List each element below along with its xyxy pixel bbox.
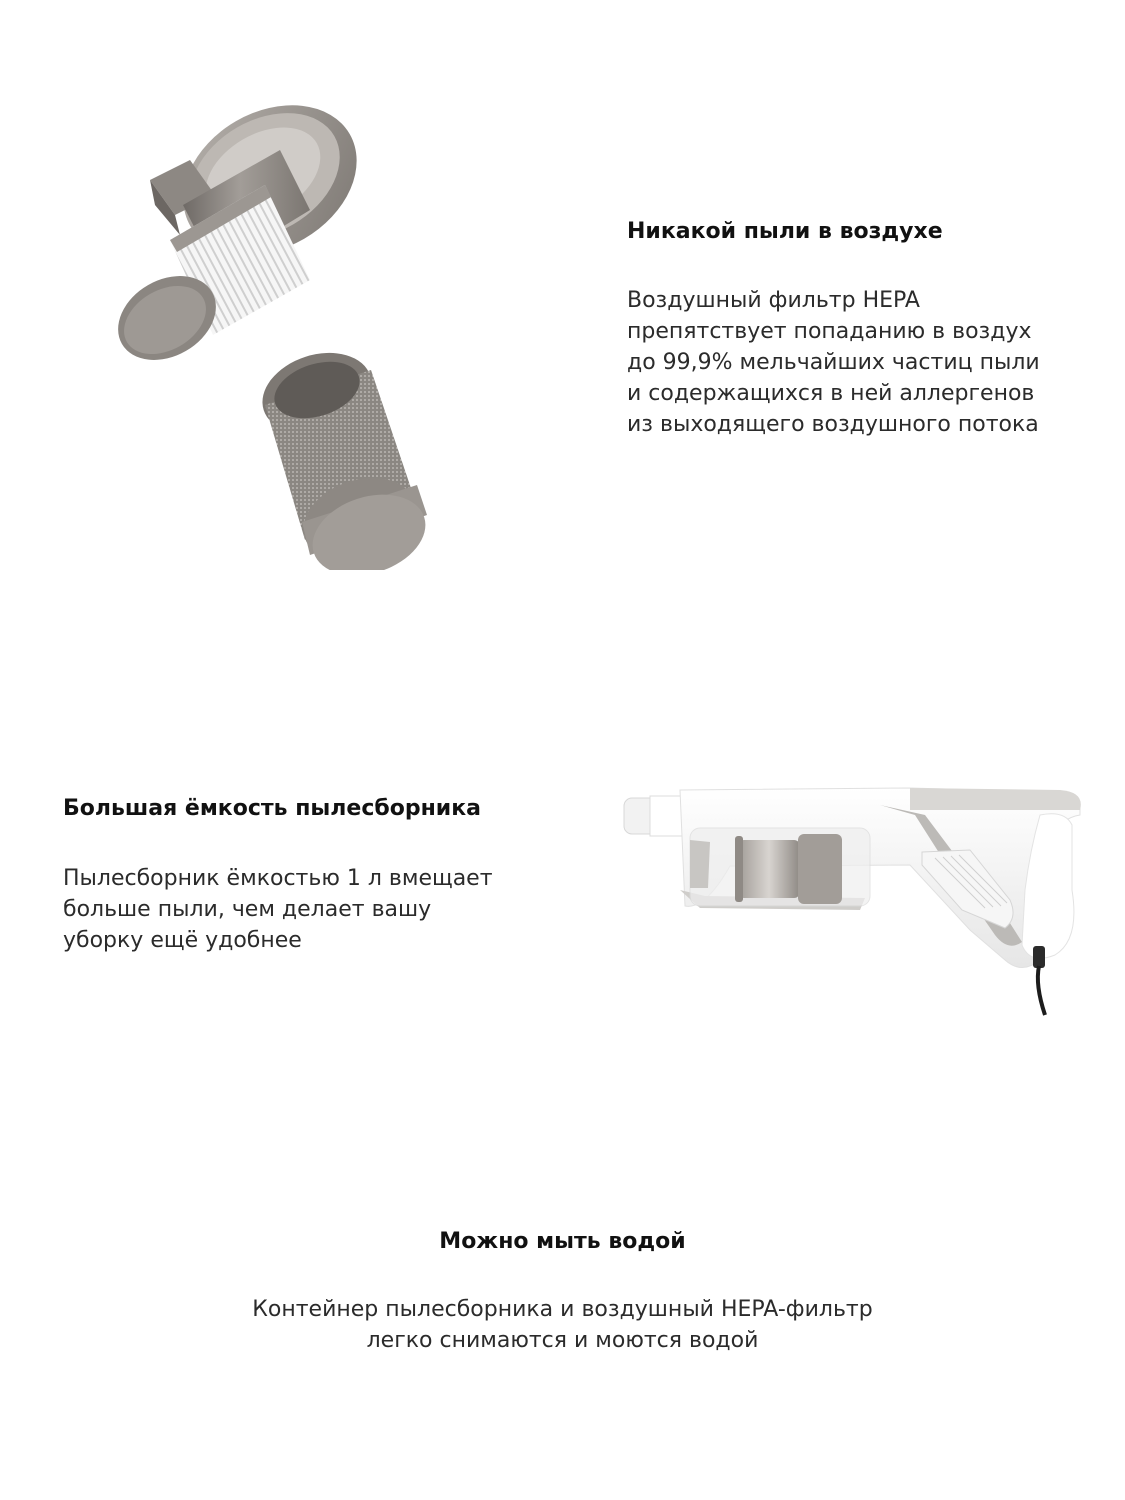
feature-heading-washable: Можно мыть водой [439,1229,686,1254]
feature-section-washable [0,1227,1125,1356]
feature-text-capacity [63,863,563,956]
text-line: до 99,9% мельчайших частиц пыли [627,350,1040,375]
vacuum-cleaner-image [610,770,1100,1020]
text-line: уборку ещё удобнее [63,928,302,953]
text-line: и содержащихся в ней аллергенов [627,381,1035,406]
vacuum-nozzle [624,796,682,836]
mesh-filter [252,340,436,570]
text-line: из выходящего воздушного потока [627,412,1039,437]
text-line: Воздушный фильтр HEPA [627,288,920,313]
text-line: легко снимаются и моются водой [366,1328,759,1353]
power-cord [1033,946,1045,1015]
text-line: препятствует попаданию в воздух [627,319,1032,344]
feature-section-filter [627,217,1097,440]
text-line: Пылесборник ёмкостью 1 л вмещает [63,866,493,891]
feature-heading-filter: Никакой пыли в воздухе [627,219,943,244]
feature-text-washable [0,1294,1125,1356]
feature-section-capacity [63,794,563,956]
dust-container [690,828,870,906]
feature-text-filter [627,285,1097,440]
hepa-filter-image [95,90,475,570]
feature-heading-capacity: Большая ёмкость пылесборника [63,796,481,821]
text-line: больше пыли, чем делает вашу [63,897,432,922]
text-line: Контейнер пылесборника и воздушный HEPA-фильтр [252,1297,873,1322]
